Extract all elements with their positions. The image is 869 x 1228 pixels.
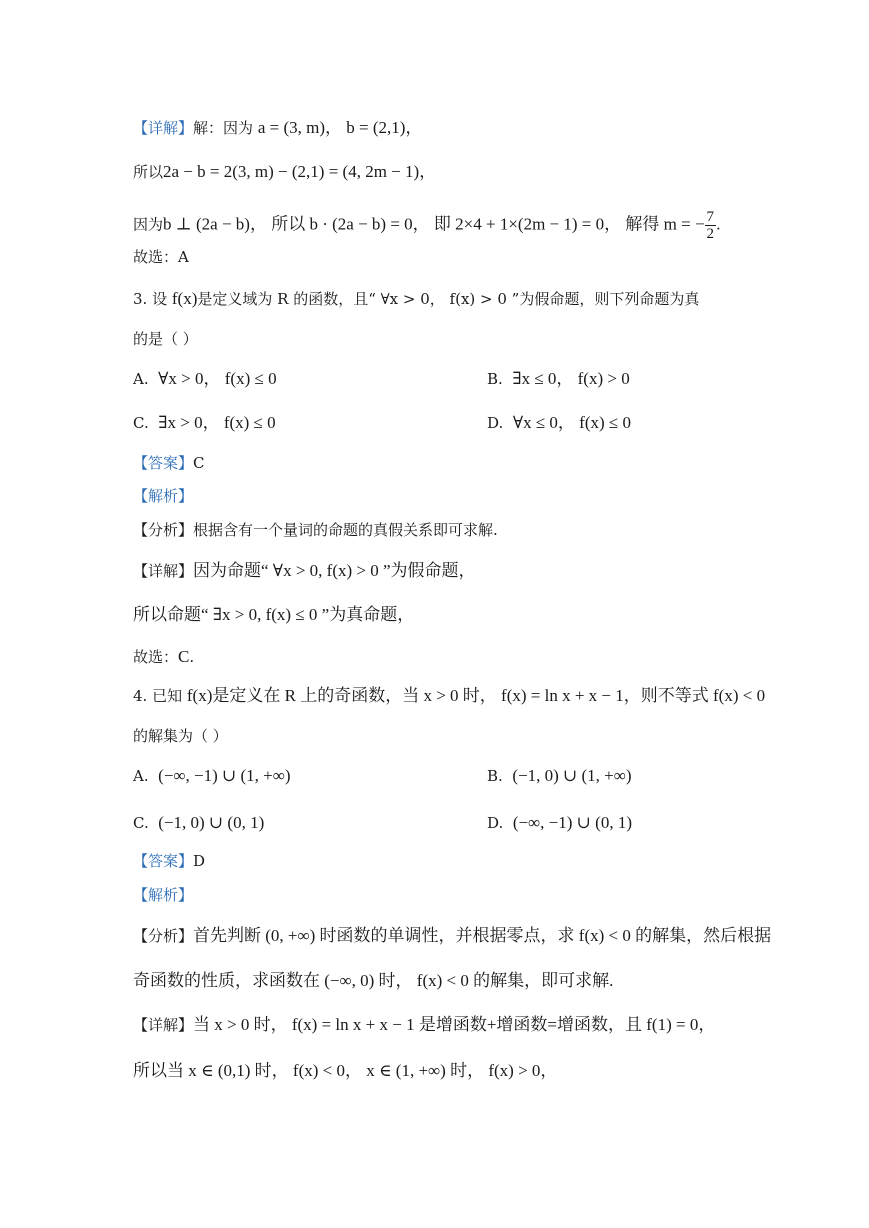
question-3-stem [133, 288, 699, 310]
math-expr: f(x) [171, 289, 198, 308]
q4-analysis-2 [133, 970, 613, 992]
option-text: ∃x ≤ 0， f(x) > 0 [512, 369, 630, 388]
line-text: 故选：A [133, 248, 189, 266]
line-text: 所以命题“ ∃x > 0, f(x) ≤ 0 ”为真命题， [133, 605, 415, 624]
q3-detail [133, 560, 476, 582]
q4-analysis-heading [133, 884, 193, 906]
q4-option-c [133, 812, 264, 834]
line-text: 故选： [133, 648, 179, 666]
line-text: 当 x > 0 时， f(x) = ln x + x − 1 是增函数+增函数=增函数，且 f(1) = 0， [193, 1015, 716, 1034]
detail-tag: 【详解】 [133, 562, 194, 580]
option-label: A. [133, 370, 149, 388]
option-text: ∃x > 0， f(x) ≤ 0 [158, 413, 276, 432]
question-4-stem-cont [133, 725, 228, 747]
q4-option-d [487, 812, 632, 834]
answer-tag: 【答案】 [133, 454, 194, 472]
line-text: 解：因为 [193, 119, 254, 137]
math-expr: b ⊥ (2a − b)， 所以 b · (2a − b) = 0， 即 2×4 + 1×(2m − 1) = 0， 解得 m = − [163, 214, 705, 234]
q4-answer [133, 850, 205, 872]
q4-analysis [133, 925, 771, 947]
q4-detail-2 [133, 1060, 557, 1082]
q4-detail [133, 1014, 715, 1036]
detail-tag: 【详解】 [133, 1016, 194, 1034]
option-text: ∀x > 0， f(x) ≤ 0 [158, 369, 277, 388]
fraction-numerator: 7 [706, 209, 715, 225]
q3-option-c [133, 412, 276, 434]
line-end: . [716, 215, 721, 234]
answer-choice-line [133, 246, 189, 268]
option-text: (−∞, −1) ∪ (0, 1) [512, 813, 632, 832]
option-label: B. [487, 370, 503, 388]
option-label: C. [133, 814, 149, 832]
q3-option-b [487, 368, 630, 390]
q3-choice [133, 646, 194, 668]
analysis-tag: 【解析】 [133, 487, 194, 505]
q3-answer [133, 452, 205, 474]
line-text: 因为命题“ ∀x > 0, f(x) > 0 ”为假命题， [193, 561, 476, 580]
line-text: 4. 已知 [133, 687, 183, 705]
question-3-stem-cont [133, 328, 198, 350]
math-expr: f(x) [186, 686, 213, 705]
analysis-tag: 【解析】 [133, 886, 194, 904]
q3-option-d [487, 412, 631, 434]
detail-line-2 [133, 161, 436, 183]
option-text: ∀x ≤ 0， f(x) ≤ 0 [512, 413, 631, 432]
detail-line-1 [133, 117, 422, 139]
line-end: . [189, 648, 195, 666]
detail-line-3 [133, 209, 721, 242]
analysis-sub-tag: 【分析】 [133, 521, 194, 539]
answer-tag: 【答案】 [133, 852, 194, 870]
detail-tag: 【详解】 [133, 119, 194, 137]
line-text: 的是（ ） [133, 330, 198, 348]
q3-option-a [133, 368, 277, 390]
option-text: (−∞, −1) ∪ (1, +∞) [158, 766, 291, 785]
line-text-rest: 是定义在 R 上的奇函数，当 x > 0 时， f(x) = ln x + x − 1，则不等式 f(x) < 0 [212, 686, 766, 705]
option-label: D. [487, 414, 504, 432]
option-label: B. [487, 767, 503, 785]
line-text: 奇函数的性质，求函数在 (−∞, 0) 时， f(x) < 0 的解集，即可求解. [133, 971, 614, 990]
analysis-sub-tag: 【分析】 [133, 927, 194, 945]
answer-value: C [193, 454, 205, 472]
line-text: 3. 设 [133, 290, 168, 308]
line-text: 所以 [133, 163, 164, 181]
q3-analysis-heading [133, 485, 193, 507]
answer-value: D [193, 852, 206, 870]
math-expr: C [178, 647, 190, 666]
line-text: 根据含有一个量词的命题的真假关系即可求解. [193, 521, 498, 539]
line-text: 的解集为（ ） [133, 727, 228, 745]
line-text: 首先判断 (0, +∞) 时函数的单调性，并根据零点，求 f(x) < 0 的解集，然后根据 [193, 926, 772, 945]
q3-detail-2 [133, 604, 414, 626]
fraction-denominator: 2 [706, 226, 715, 242]
question-4-stem [133, 685, 765, 707]
fraction [705, 209, 717, 242]
math-expr: a = (3, m)， b = (2,1)， [257, 118, 423, 137]
line-text: 因为 [133, 215, 164, 234]
option-text: (−1, 0) ∪ (1, +∞) [512, 766, 632, 785]
option-label: D. [487, 814, 504, 832]
line-text-rest: 是定义域为 R 的函数，且“ ∀x > 0， f(x) > 0 ”为假命题，则下列命题为真 [197, 290, 700, 308]
math-expr: 2a − b = 2(3, m) − (2,1) = (4, 2m − 1)， [163, 162, 437, 181]
q3-analysis [133, 519, 498, 541]
q4-option-a [133, 765, 291, 787]
line-text: 所以当 x ∈ (0,1) 时， f(x) < 0， x ∈ (1, +∞) 时， f(x) > 0， [133, 1061, 558, 1080]
q4-option-b [487, 765, 632, 787]
option-label: A. [133, 767, 149, 785]
option-text: (−1, 0) ∪ (0, 1) [158, 813, 265, 832]
option-label: C. [133, 414, 149, 432]
